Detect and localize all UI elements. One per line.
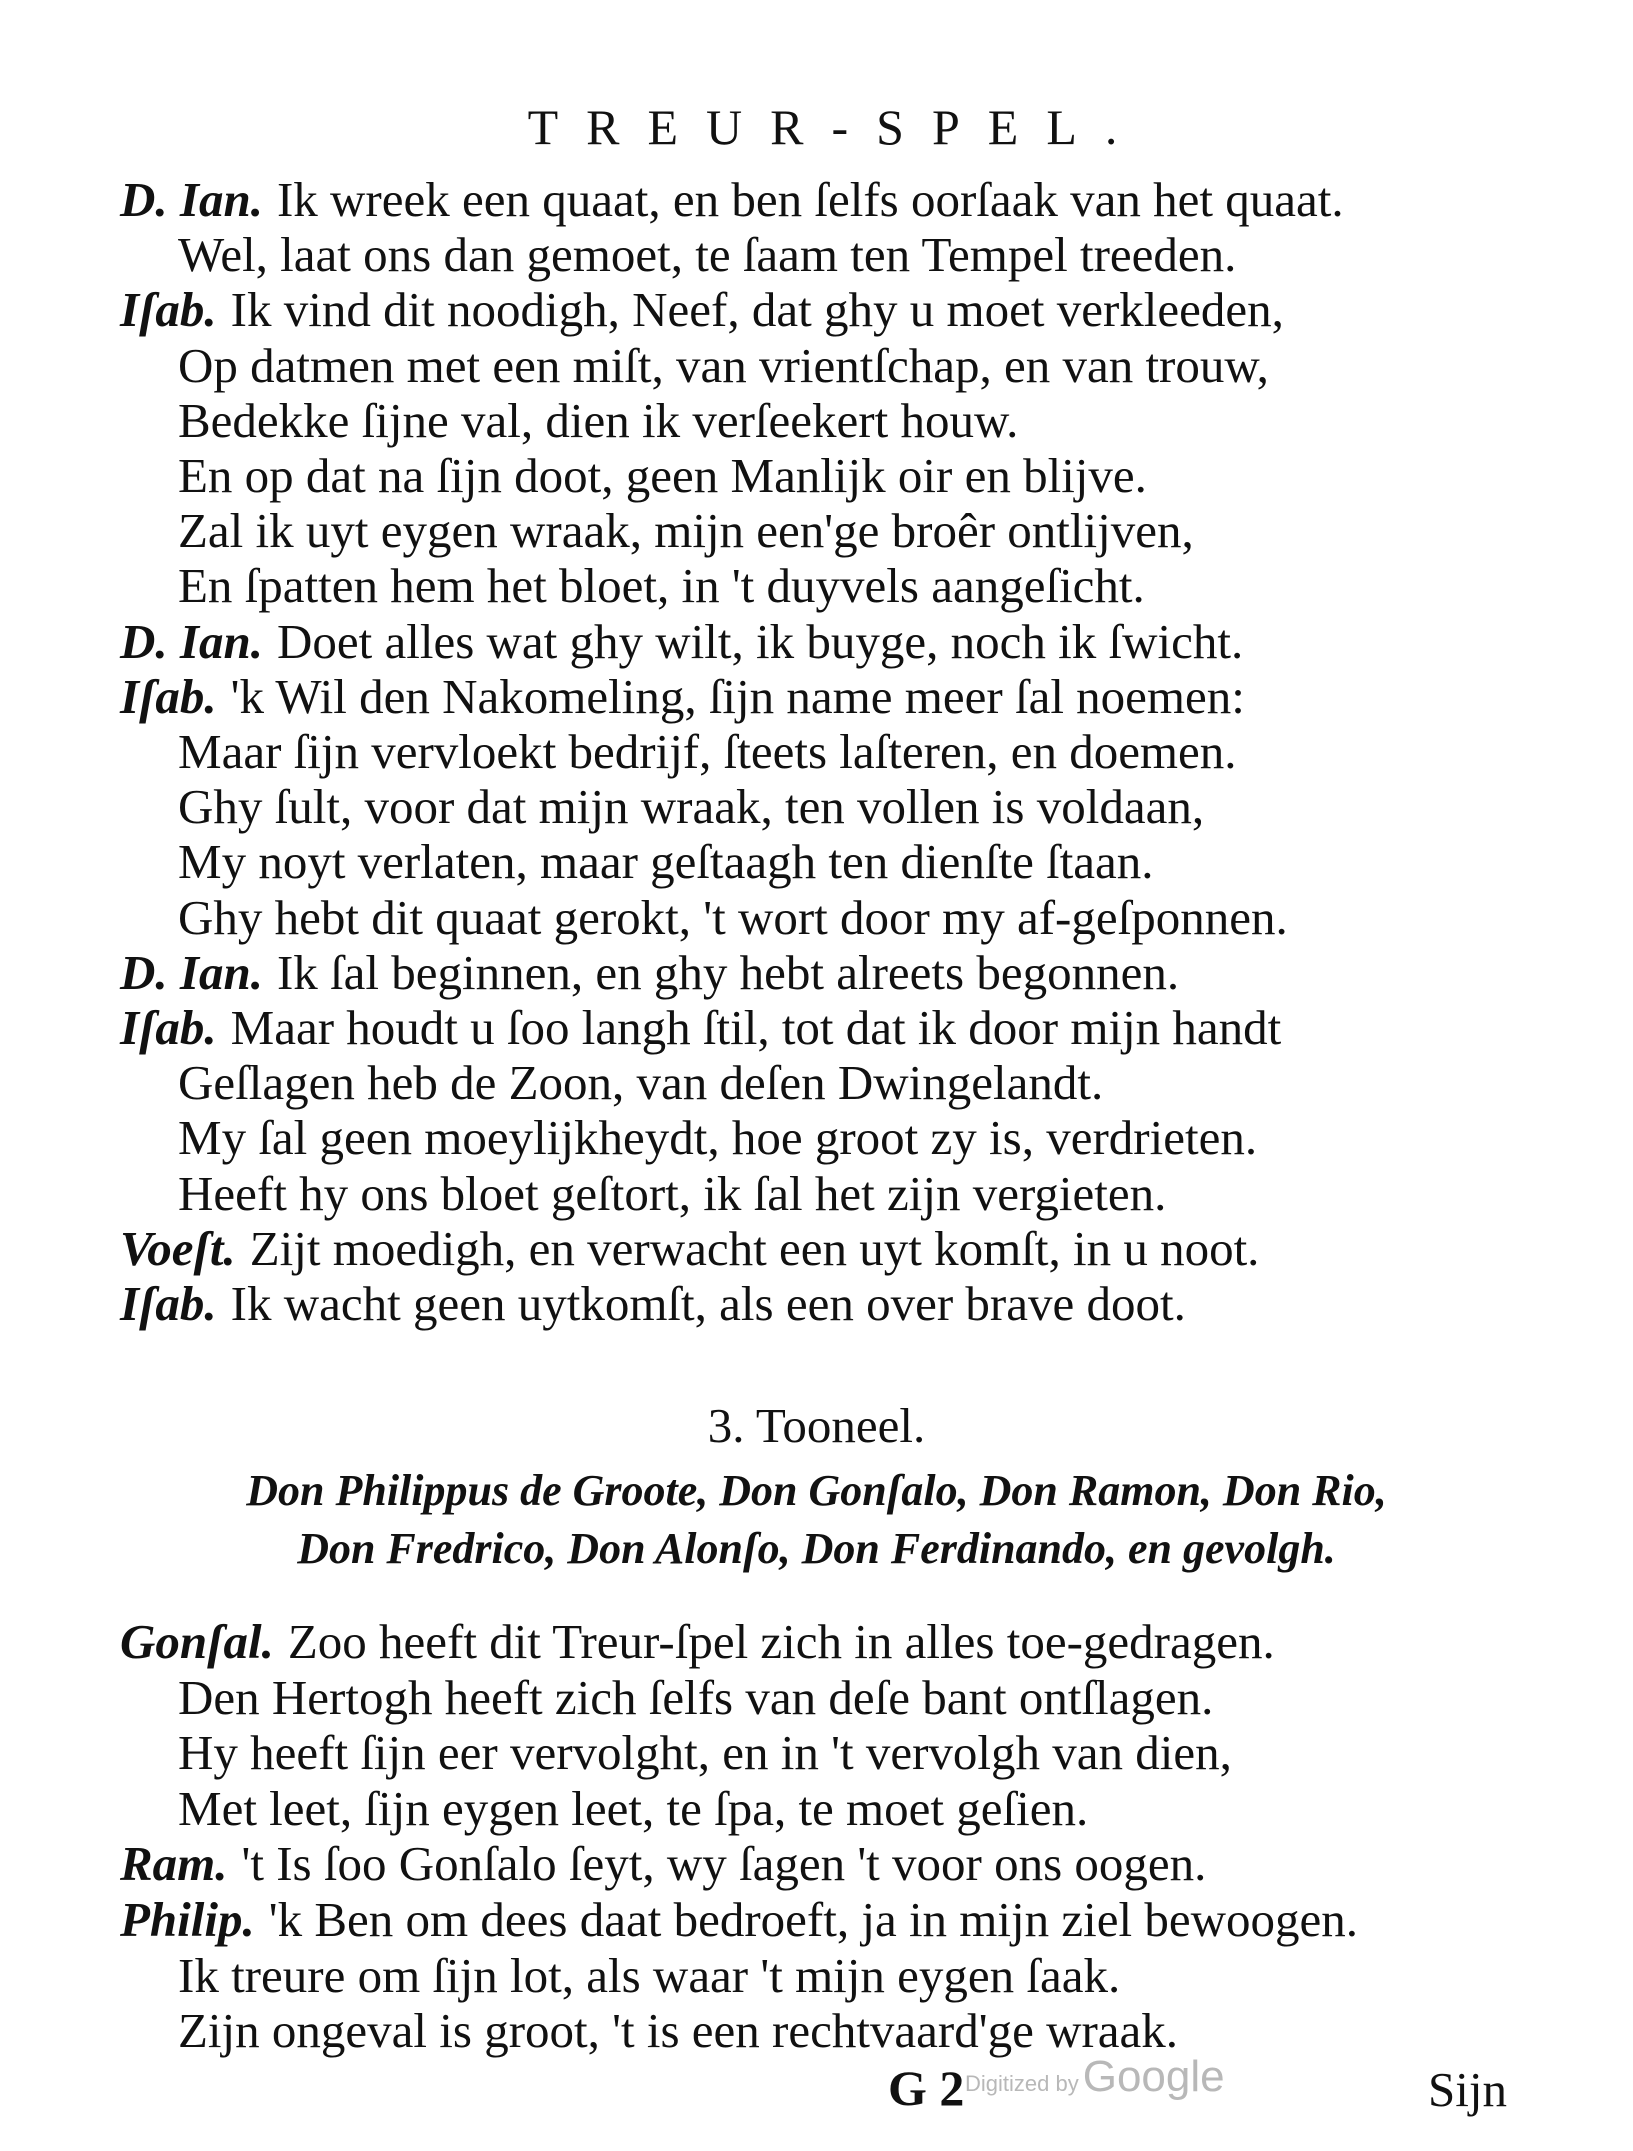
verse-text: 't Is ſoo Gonſalo ſeyt, wy ſagen 't voor ons oogen. [241,1836,1207,1892]
speaker-name: D. Ian. [120,944,263,1000]
verse-text: Zoo heeft dit Treur-ſpel zich in alles toe-gedragen. [287,1614,1275,1669]
verse-text: Ghy hebt dit quaat gerokt, 't wort door my af-geſponnen. [178,889,1288,945]
verse-text: My ſal geen moeylijkheydt, hoe groot zy is, verdrieten. [178,1110,1258,1166]
speaker-name: Voeſt. [120,1220,236,1276]
verse-text: Heeft hy ons bloet geſtort, ik ſal het zijn vergieten. [178,1165,1167,1221]
verse-line [178,1166,1166,1222]
verse-text: Doet alles wat ghy wilt, ik buyge, noch ik ſwicht. [276,613,1244,669]
verse-text: Maar houdt u ſoo langh ſtil, tot dat ik door mijn handt [230,1000,1282,1055]
verse-text: Den Hertogh heeft zich ſelfs van deſe bant ontſlagen. [178,1669,1214,1725]
verse-line [178,503,1194,559]
verse-line [178,1948,1120,2004]
verse-line [120,1276,1186,1332]
verse-text: Wel, laat ons dan gemoet, te ſaam ten Tempel treeden. [178,227,1237,283]
speaker-name: Iſab. [120,1000,217,1055]
verse-line [120,1614,1275,1670]
verse-text: En op dat na ſijn doot, geen Manlijk oir en blijve. [178,448,1147,503]
verse-line [178,724,1237,780]
verse-line [178,1781,1088,1837]
verse-line [178,1055,1103,1111]
speaker-name: Gonſal. [120,1614,274,1669]
cast-line: Don Fredrico, Don Alonſo, Don Ferdinando, en gevolgh. [297,1524,1336,1573]
verse-line [178,834,1154,890]
verse-line [120,1836,1206,1892]
verse-line [178,558,1145,614]
verse-text: Ik treure om ſijn lot, als waar 't mijn eygen ſaak. [178,1947,1121,2003]
verse-text: Ik wacht geen uytkomſt, als een over brave doot. [230,1276,1186,1331]
verse-line [178,1670,1213,1726]
watermark-small-text: Digitized by [965,2071,1079,2096]
speaker-name: Philip. [120,1892,255,1947]
verse-text: Hy heeft ſijn eer vervolght, en in 't vervolgh van dien, [178,1725,1232,1781]
verse-line [120,669,1245,725]
speaker-name: D. Ian. [120,172,263,227]
verse-line [178,393,1018,449]
scene-title: 3. Tooneel. [707,1398,926,1453]
verse-text: Ik ſal beginnen, en ghy hebt alreets begonnen. [276,944,1180,1000]
verse-text: Bedekke ſijne val, dien ik verſeekert houw. [178,392,1019,448]
speaker-name: Iſab. [120,1276,217,1331]
speaker-name: Ram. [120,1836,228,1892]
verse-line [120,1892,1358,1948]
verse-line [120,172,1344,228]
verse-line [120,1000,1281,1056]
verse-line [178,890,1288,946]
verse-text: Met leet, ſijn eygen leet, te ſpa, te moet geſien. [178,1780,1089,1836]
verse-line [120,614,1243,670]
verse-text: 'k Ben om dees daat bedroeft, ja in mijn ziel bewoogen. [268,1892,1359,1947]
signature-mark: G 2 [888,2060,965,2116]
verse-text: My noyt verlaten, maar geſtaagh ten dienſte ſtaan. [178,834,1154,890]
verse-text: En ſpatten hem het bloet, in 't duyvels aangeſicht. [178,558,1145,614]
verse-line [178,227,1236,283]
verse-line [120,945,1179,1001]
speaker-name: D. Ian. [120,613,263,669]
verse-line [178,338,1269,394]
verse-line [178,448,1147,504]
verse-line [178,779,1204,835]
verse-text: Zal ik uyt eygen wraak, mijn een'ge broêr ontlijven, [178,503,1194,559]
verse-line [178,2003,1178,2059]
verse-text: Op datmen met een miſt, van vrientſchap, en van trouw, [178,337,1269,393]
watermark-logo-text: Google [1082,2052,1225,2101]
verse-line [120,282,1284,338]
verse-text: Maar ſijn vervloekt bedrijf, ſteets laſteren, en doemen. [178,724,1237,779]
verse-line [178,1110,1257,1166]
verse-line [178,1725,1232,1781]
verse-text: Ik vind dit noodigh, Neef, dat ghy u moet verkleeden, [230,282,1284,338]
verse-text: Ghy ſult, voor dat mijn wraak, ten vollen is voldaan, [178,779,1205,835]
verse-text: Ik wreek een quaat, en ben ſelfs oorſaak van het quaat. [276,172,1344,227]
verse-text: Zijt moedigh, en verwacht een uyt komſt, in u noot. [249,1220,1260,1276]
running-head: TREUR-SPEL. [527,99,1146,155]
verse-line [120,1221,1259,1277]
digitized-watermark [965,2052,1225,2102]
catchword: Sijn [1428,2062,1507,2117]
cast-line: Don Philippus de Groote, Don Gonſalo, Don Ramon, Don Rio, [246,1466,1387,1515]
verse-text: 'k Wil den Nakomeling, ſijn name meer ſal noemen: [230,668,1245,724]
speaker-name: Iſab. [120,282,217,338]
verse-text: Geſlagen heb de Zoon, van deſen Dwingelandt. [178,1055,1104,1111]
verse-text: Zijn ongeval is groot, 't is een rechtvaard'ge wraak. [178,2003,1179,2059]
speaker-name: Iſab. [120,668,217,724]
